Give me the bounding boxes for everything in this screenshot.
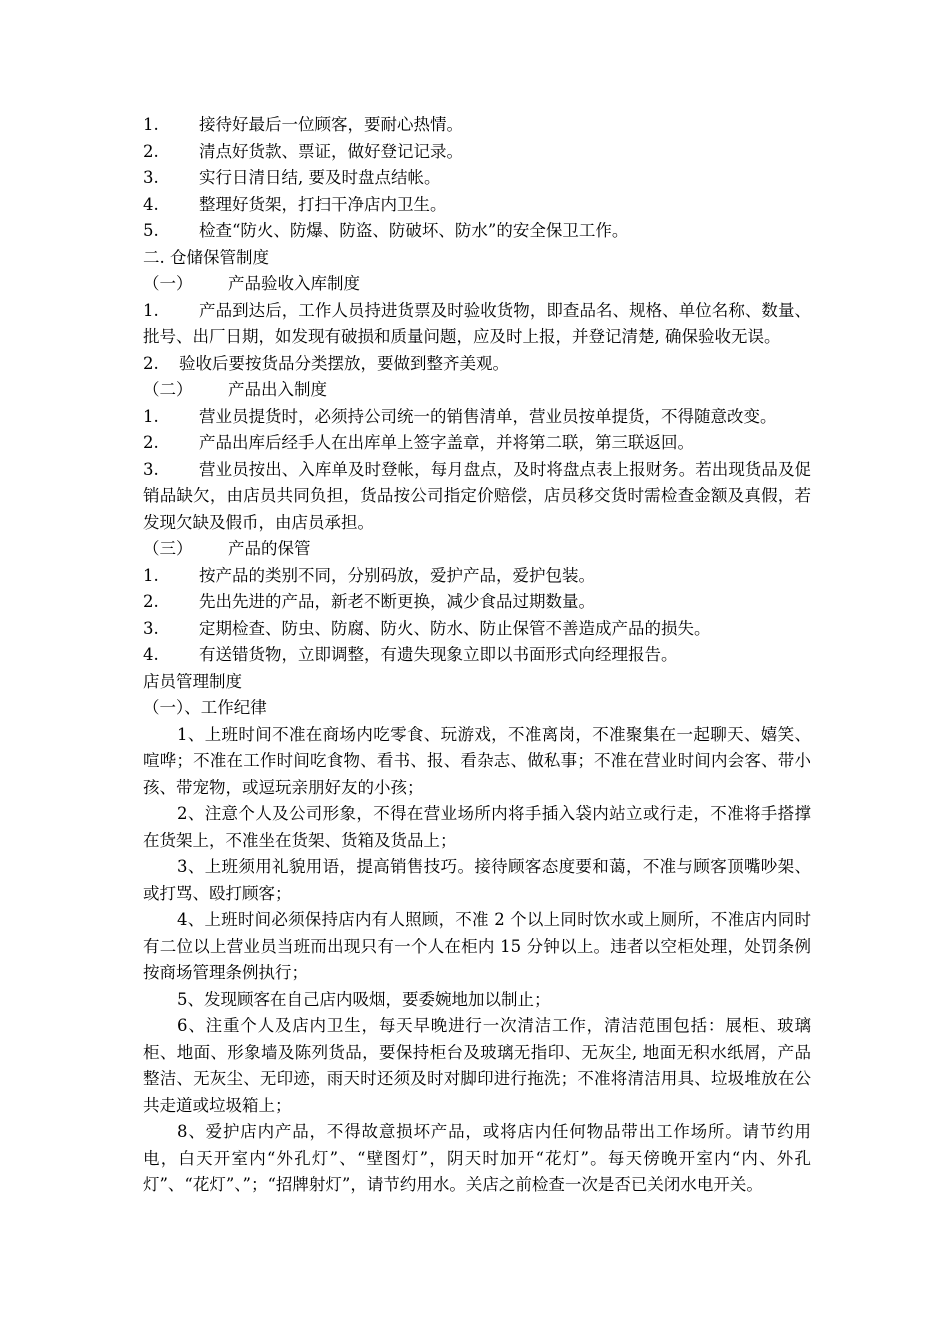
paragraph: 3、上班须用礼貌用语，提高销售技巧。接待顾客态度要和蔼，不准与顾客顶嘴吵架、或打骂、殴打顾客； [143,857,811,903]
list-item: 2. 产品出库后经手人在出库单上签字盖章，并将第二联，第三联返回。 [143,433,694,452]
closing-list [143,112,811,245]
paragraph: 8、爱护店内产品，不得故意损坏产品，或将店内任何物品带出工作场所。请节约用电，白天开室内“外孔灯”、“壁图灯”，阴天时加开“花灯”。每天傍晚开室内“内、外孔灯”、“花灯”、”；“招牌射灯”，请节约用水。关店之前检查一次是否已关闭水电开关。 [143,1122,811,1194]
paragraph: 4、上班时间必须保持店内有人照顾，不准 2 个以上同时饮水或上厕所，不准店内同时有二位以上营业员当班而出现只有一个人在柜内 15 分钟以上。违者以空柜处理，处罚条例按商场管理条例执行； [143,910,811,982]
section-heading-storage: 二. 仓储保管制度 [143,247,269,267]
paragraph: 5、发现顾客在自己店内吸烟，要委婉地加以制止； [177,989,551,1009]
list-item: 1. 产品到达后，工作人员持进货票及时验收货物，即查品名、规格、单位名称、数量、批号、出厂日期，如发现有破损和质量问题，应及时上报，并登记清楚, 确保验收无误。 [143,300,811,346]
list-item: 5. 检查“防火、防爆、防盗、防破坏、防水”的安全保卫工作。 [143,221,629,240]
list-item: 2. 先出先进的产品，新老不断更换，减少食品过期数量。 [143,592,595,611]
list-item: 3. 营业员按出、入库单及时登帐，每月盘点，及时将盘点表上报财务。若出现货品及促销品缺欠，由店员共同负担，货品按公司指定价赔偿，店员移交货时需检查金额及真假，若发现欠缺及假币，由店员承担。 [143,459,811,532]
list-item: 1. 接待好最后一位顾客，要耐心热情。 [143,115,463,134]
subsection-heading: （一） 产品验收入库制度 [143,274,360,293]
list-item: 4. 整理好货架，打扫干净店内卫生。 [143,194,447,214]
list-item: 3. 实行日清日结, 要及时盘点结帐。 [143,168,441,187]
subsection-heading: （三） 产品的保管 [143,539,311,558]
paragraph: 1、上班时间不准在商场内吃零食、玩游戏，不准离岗，不准聚集在一起聊天、嬉笑、喧哗；不准在工作时间吃食物、看书、报、看杂志、做私事；不准在营业时间内会客、带小孩、带宠物，或逗玩亲朋好友的小孩； [143,724,811,797]
paragraph: 6、注重个人及店内卫生，每天早晚进行一次清洁工作，清洁范围包括：展柜、玻璃柜、地面、形象墙及陈列货品，要保持柜台及玻璃无指印、无灰尘, 地面无积水纸屑，产品整洁、无灰尘、无印迹，雨天时还须及时对脚印进行拖洗；不准将清洁用具、垃圾堆放在公共走道或垃圾箱上； [143,1016,811,1115]
subsection-heading: （二） 产品出入制度 [143,380,327,399]
section-heading-staff: 店员管理制度 [143,671,242,691]
paragraph: 2、注意个人及公司形象，不得在营业场所内将手插入袋内站立或行走，不准将手搭撑在货架上，不准坐在货架、货箱及货品上； [143,804,811,850]
list-item: 1. 按产品的类别不同，分别码放，爱护产品，爱护包装。 [143,565,595,585]
document-page [143,112,811,1199]
subsection-heading: （一）、工作纪律 [143,698,267,717]
list-item: 2. 清点好货款、票证，做好登记记录。 [143,141,463,161]
list-item: 1. 营业员提货时，必须持公司统一的销售清单，营业员按单提货，不得随意改变。 [143,406,777,426]
list-item: 4. 有送错货物，立即调整，有遗失现象立即以书面形式向经理报告。 [143,645,678,664]
list-item: 3. 定期检查、防虫、防腐、防火、防水、防止保管不善造成产品的损失。 [143,618,711,638]
list-item: 2. 验收后要按货品分类摆放，要做到整齐美观。 [143,353,509,373]
